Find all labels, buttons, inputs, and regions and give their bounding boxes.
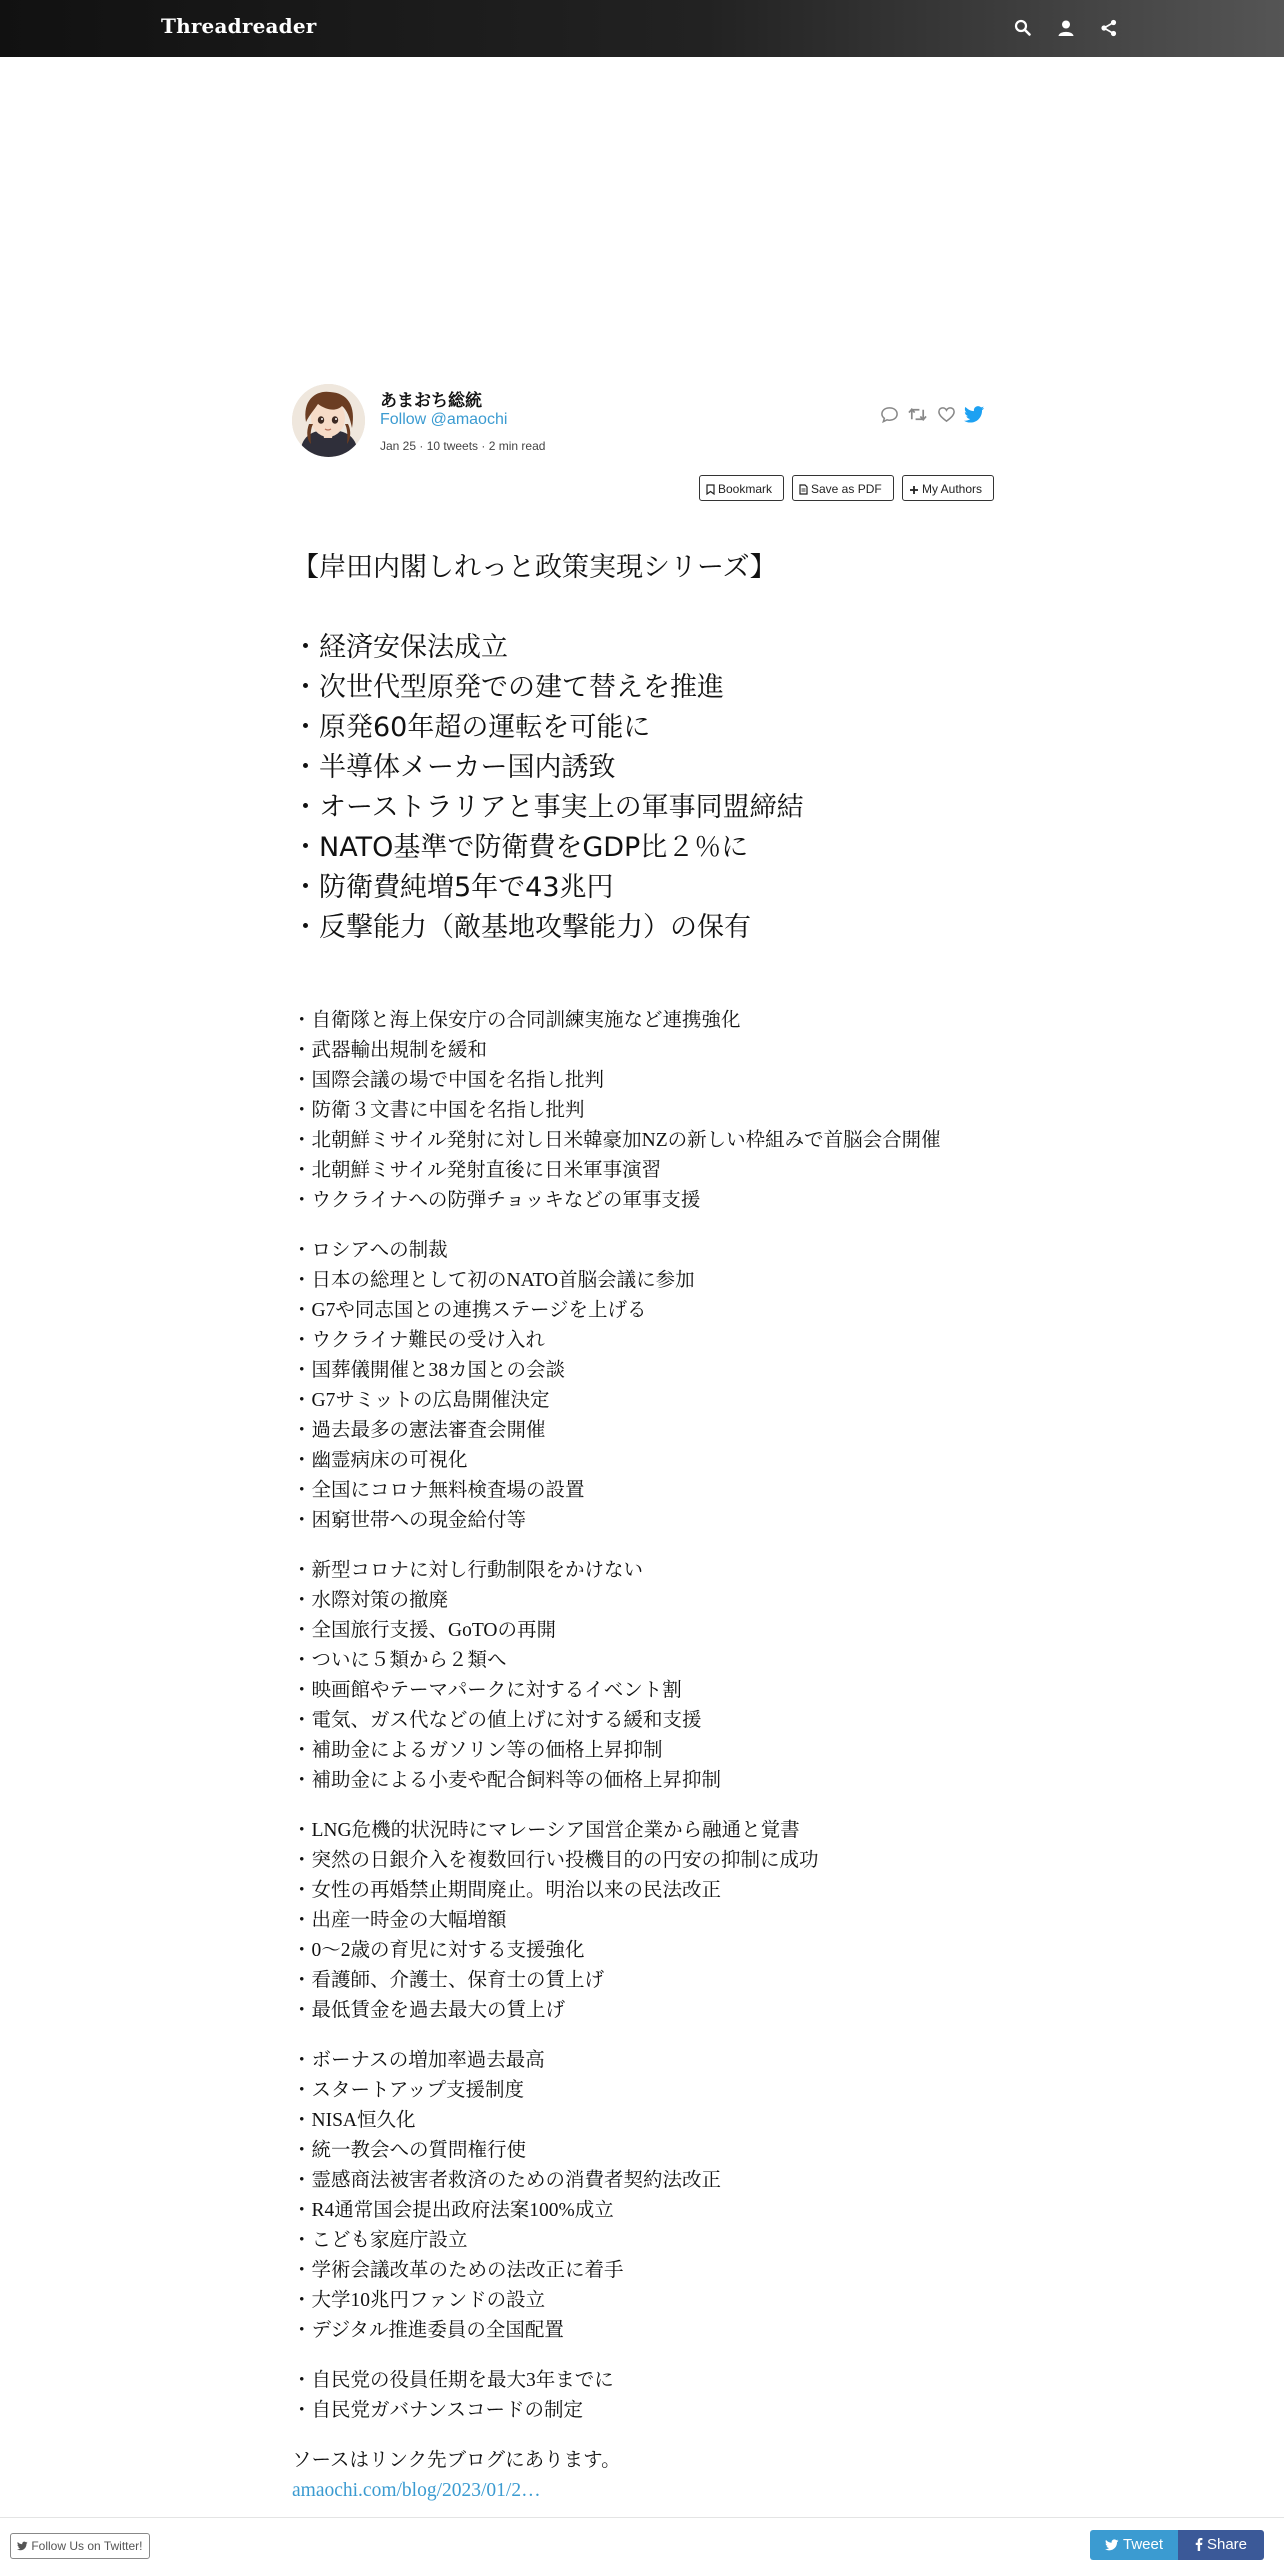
tweet-line: ・補助金による小麦や配合飼料等の価格上昇抑制	[292, 1770, 722, 1791]
headline-line: ・オーストラリアと事実上の軍事同盟締結	[292, 792, 804, 823]
footer-share-bar	[0, 2517, 1284, 2569]
tweet-line: ・G7サミットの広島開催決定	[292, 1390, 550, 1411]
save-pdf-button[interactable]	[792, 475, 894, 501]
headline-line: ・防衛費純増5年で43兆円	[292, 872, 614, 903]
tweet-line: ・水際対策の撤廃	[292, 1590, 449, 1611]
source-blog-link[interactable]: amaochi.com/blog/2023/01/2…	[292, 2480, 541, 2501]
tweet-line: ・ボーナスの増加率過去最高	[292, 2050, 545, 2071]
tweet-line: ・自民党の役員任期を最大3年までに	[292, 2370, 614, 2391]
tweet-line: ・ウクライナへの防弾チョッキなどの軍事支援	[292, 1190, 701, 1211]
twitter-bird-icon[interactable]	[964, 405, 985, 424]
tweet-line: ・映画館やテーマパークに対するイベント割	[292, 1680, 682, 1701]
tweet-line: ・0～2歳の育児に対する支援強化	[292, 1940, 585, 1961]
tweet-line: ・自衛隊と海上保安庁の合同訓練実施など連携強化	[292, 1010, 741, 1031]
headline-line: ・経済安保法成立	[292, 632, 508, 663]
facebook-share-button[interactable]	[1178, 2530, 1264, 2560]
retweet-icon[interactable]	[907, 405, 928, 424]
tweet-4	[292, 1816, 1192, 2026]
tweet-action-icons	[880, 405, 989, 425]
author-name[interactable]: あまおち総統	[380, 391, 482, 411]
my-authors-button[interactable]	[902, 475, 994, 501]
tweet-2	[292, 1236, 1192, 1536]
my-authors-label: My Authors	[922, 482, 983, 496]
tweet-line: ・デジタル推進委員の全国配置	[292, 2320, 564, 2341]
bookmark-icon	[706, 484, 715, 495]
follow-us-twitter-button[interactable]	[10, 2533, 150, 2559]
site-logo[interactable]: Threadreader	[161, 14, 317, 38]
source-note	[292, 2446, 1192, 2506]
tweet-line: ・霊感商法被害者救済のための消費者契約法改正	[292, 2170, 722, 2191]
tweet-line: ・ロシアへの制裁	[292, 1240, 448, 1261]
tweet-line: ・看護師、介護士、保育士の賃上げ	[292, 1970, 605, 1991]
tweet-3	[292, 1556, 1192, 1796]
thread-headline-image	[292, 548, 1192, 948]
top-navbar	[0, 0, 1284, 57]
bookmark-label: Bookmark	[718, 482, 773, 496]
tweet-line: ・NISA恒久化	[292, 2110, 416, 2131]
tweet-line: ・自民党ガバナンスコードの制定	[292, 2400, 583, 2421]
tweet-line: ・学術会議改革のための法改正に着手	[292, 2260, 624, 2281]
headline-title: 【岸田内閣しれっと政策実現シリーズ】	[292, 552, 777, 583]
tweet-line: ・日本の総理として初のNATO首脳会議に参加	[292, 1270, 695, 1291]
tweet-share-button[interactable]	[1090, 2530, 1178, 2560]
tweet-line: ・困窮世帯への現金給付等	[292, 1510, 527, 1531]
follow-us-label: Follow Us on Twitter!	[31, 2539, 143, 2553]
tweet-line: ・R4通常国会提出政府法案100%成立	[292, 2200, 614, 2221]
tweet-line: ・武器輸出規制を緩和	[292, 1040, 488, 1061]
tweet-line: ・女性の再婚禁止期間廃止。明治以来の民法改正	[292, 1880, 722, 1901]
tweet-label: Tweet	[1122, 2536, 1164, 2553]
reply-icon[interactable]	[880, 405, 899, 424]
save-pdf-label: Save as PDF	[811, 482, 882, 496]
headline-line: ・NATO基準で防衛費をGDP比２％に	[292, 832, 749, 863]
follow-author-link[interactable]: Follow @amaochi	[380, 411, 508, 428]
user-icon[interactable]	[1055, 17, 1077, 39]
tweet-line: ・過去最多の憲法審査会開催	[292, 1420, 546, 1441]
tweet-line: ・全国にコロナ無料検査場の設置	[292, 1480, 585, 1501]
headline-line	[292, 588, 1192, 628]
like-icon[interactable]	[937, 405, 956, 424]
tweet-line: ・幽霊病床の可視化	[292, 1450, 468, 1471]
tweet-line: ・電気、ガス代などの値上げに対する緩和支援	[292, 1710, 702, 1731]
headline-line: ・原発60年超の運転を可能に	[292, 712, 651, 743]
tweet-5	[292, 2046, 1192, 2346]
facebook-icon	[1195, 2538, 1203, 2551]
tweet-line: ・スタートアップ支援制度	[292, 2080, 525, 2101]
tweet-line: ・新型コロナに対し行動制限をかけない	[292, 1560, 644, 1581]
tweet-line: ・突然の日銀介入を複数回行い投機目的の円安の抑制に成功	[292, 1850, 819, 1871]
share-label: Share	[1206, 2536, 1248, 2553]
pdf-file-icon	[799, 484, 808, 495]
tweet-6	[292, 2366, 1192, 2426]
bookmark-button[interactable]	[699, 475, 784, 501]
search-icon[interactable]	[1012, 17, 1034, 39]
twitter-bird-icon	[1105, 2539, 1119, 2551]
tweet-line: ・北朝鮮ミサイル発射直後に日米軍事演習	[292, 1160, 662, 1181]
tweet-1	[292, 1006, 1192, 1216]
headline-line: ・反撃能力（敵基地攻撃能力）の保有	[292, 912, 751, 943]
thread-meta: Jan 25 · 10 tweets · 2 min read	[380, 439, 546, 453]
tweet-line: ・ウクライナ難民の受け入れ	[292, 1330, 545, 1351]
author-avatar[interactable]	[292, 384, 365, 457]
tweet-line: ・最低賃金を過去最大の賃上げ	[292, 2000, 566, 2021]
share-icon[interactable]	[1098, 17, 1120, 39]
plus-icon	[909, 485, 919, 495]
tweet-line: ・防衛３文書に中国を名指し批判	[292, 1100, 585, 1121]
tweet-line: ・北朝鮮ミサイル発射に対し日米韓豪加NZの新しい枠組みで首脳会合開催	[292, 1130, 941, 1151]
thread-body	[292, 1006, 1192, 2506]
tweet-line: ・こども家庭庁設立	[292, 2230, 468, 2251]
tweet-line: ・出産一時金の大幅増額	[292, 1910, 507, 1931]
tweet-line: ・統一教会への質問権行使	[292, 2140, 527, 2161]
tweet-line: ・G7や同志国との連携ステージを上げる	[292, 1300, 647, 1321]
twitter-bird-icon	[17, 2541, 28, 2551]
tweet-line: ・LNG危機的状況時にマレーシア国営企業から融通と覚書	[292, 1820, 800, 1841]
headline-line: ・次世代型原発での建て替えを推進	[292, 672, 724, 703]
tweet-line: ・大学10兆円ファンドの設立	[292, 2290, 546, 2311]
avatar-illustration	[292, 384, 365, 457]
tweet-line: ・国葬儀開催と38カ国との会談	[292, 1360, 566, 1381]
headline-line: ・半導体メーカー国内誘致	[292, 752, 616, 783]
tweet-line: ・補助金によるガソリン等の価格上昇抑制	[292, 1740, 663, 1761]
source-text: ソースはリンク先ブログにあります。	[292, 2450, 621, 2471]
tweet-line: ・国際会議の場で中国を名指し批判	[292, 1070, 605, 1091]
tweet-line: ・全国旅行支援、GoTOの再開	[292, 1620, 556, 1641]
tweet-line: ・ついに５類から２類へ	[292, 1650, 507, 1671]
